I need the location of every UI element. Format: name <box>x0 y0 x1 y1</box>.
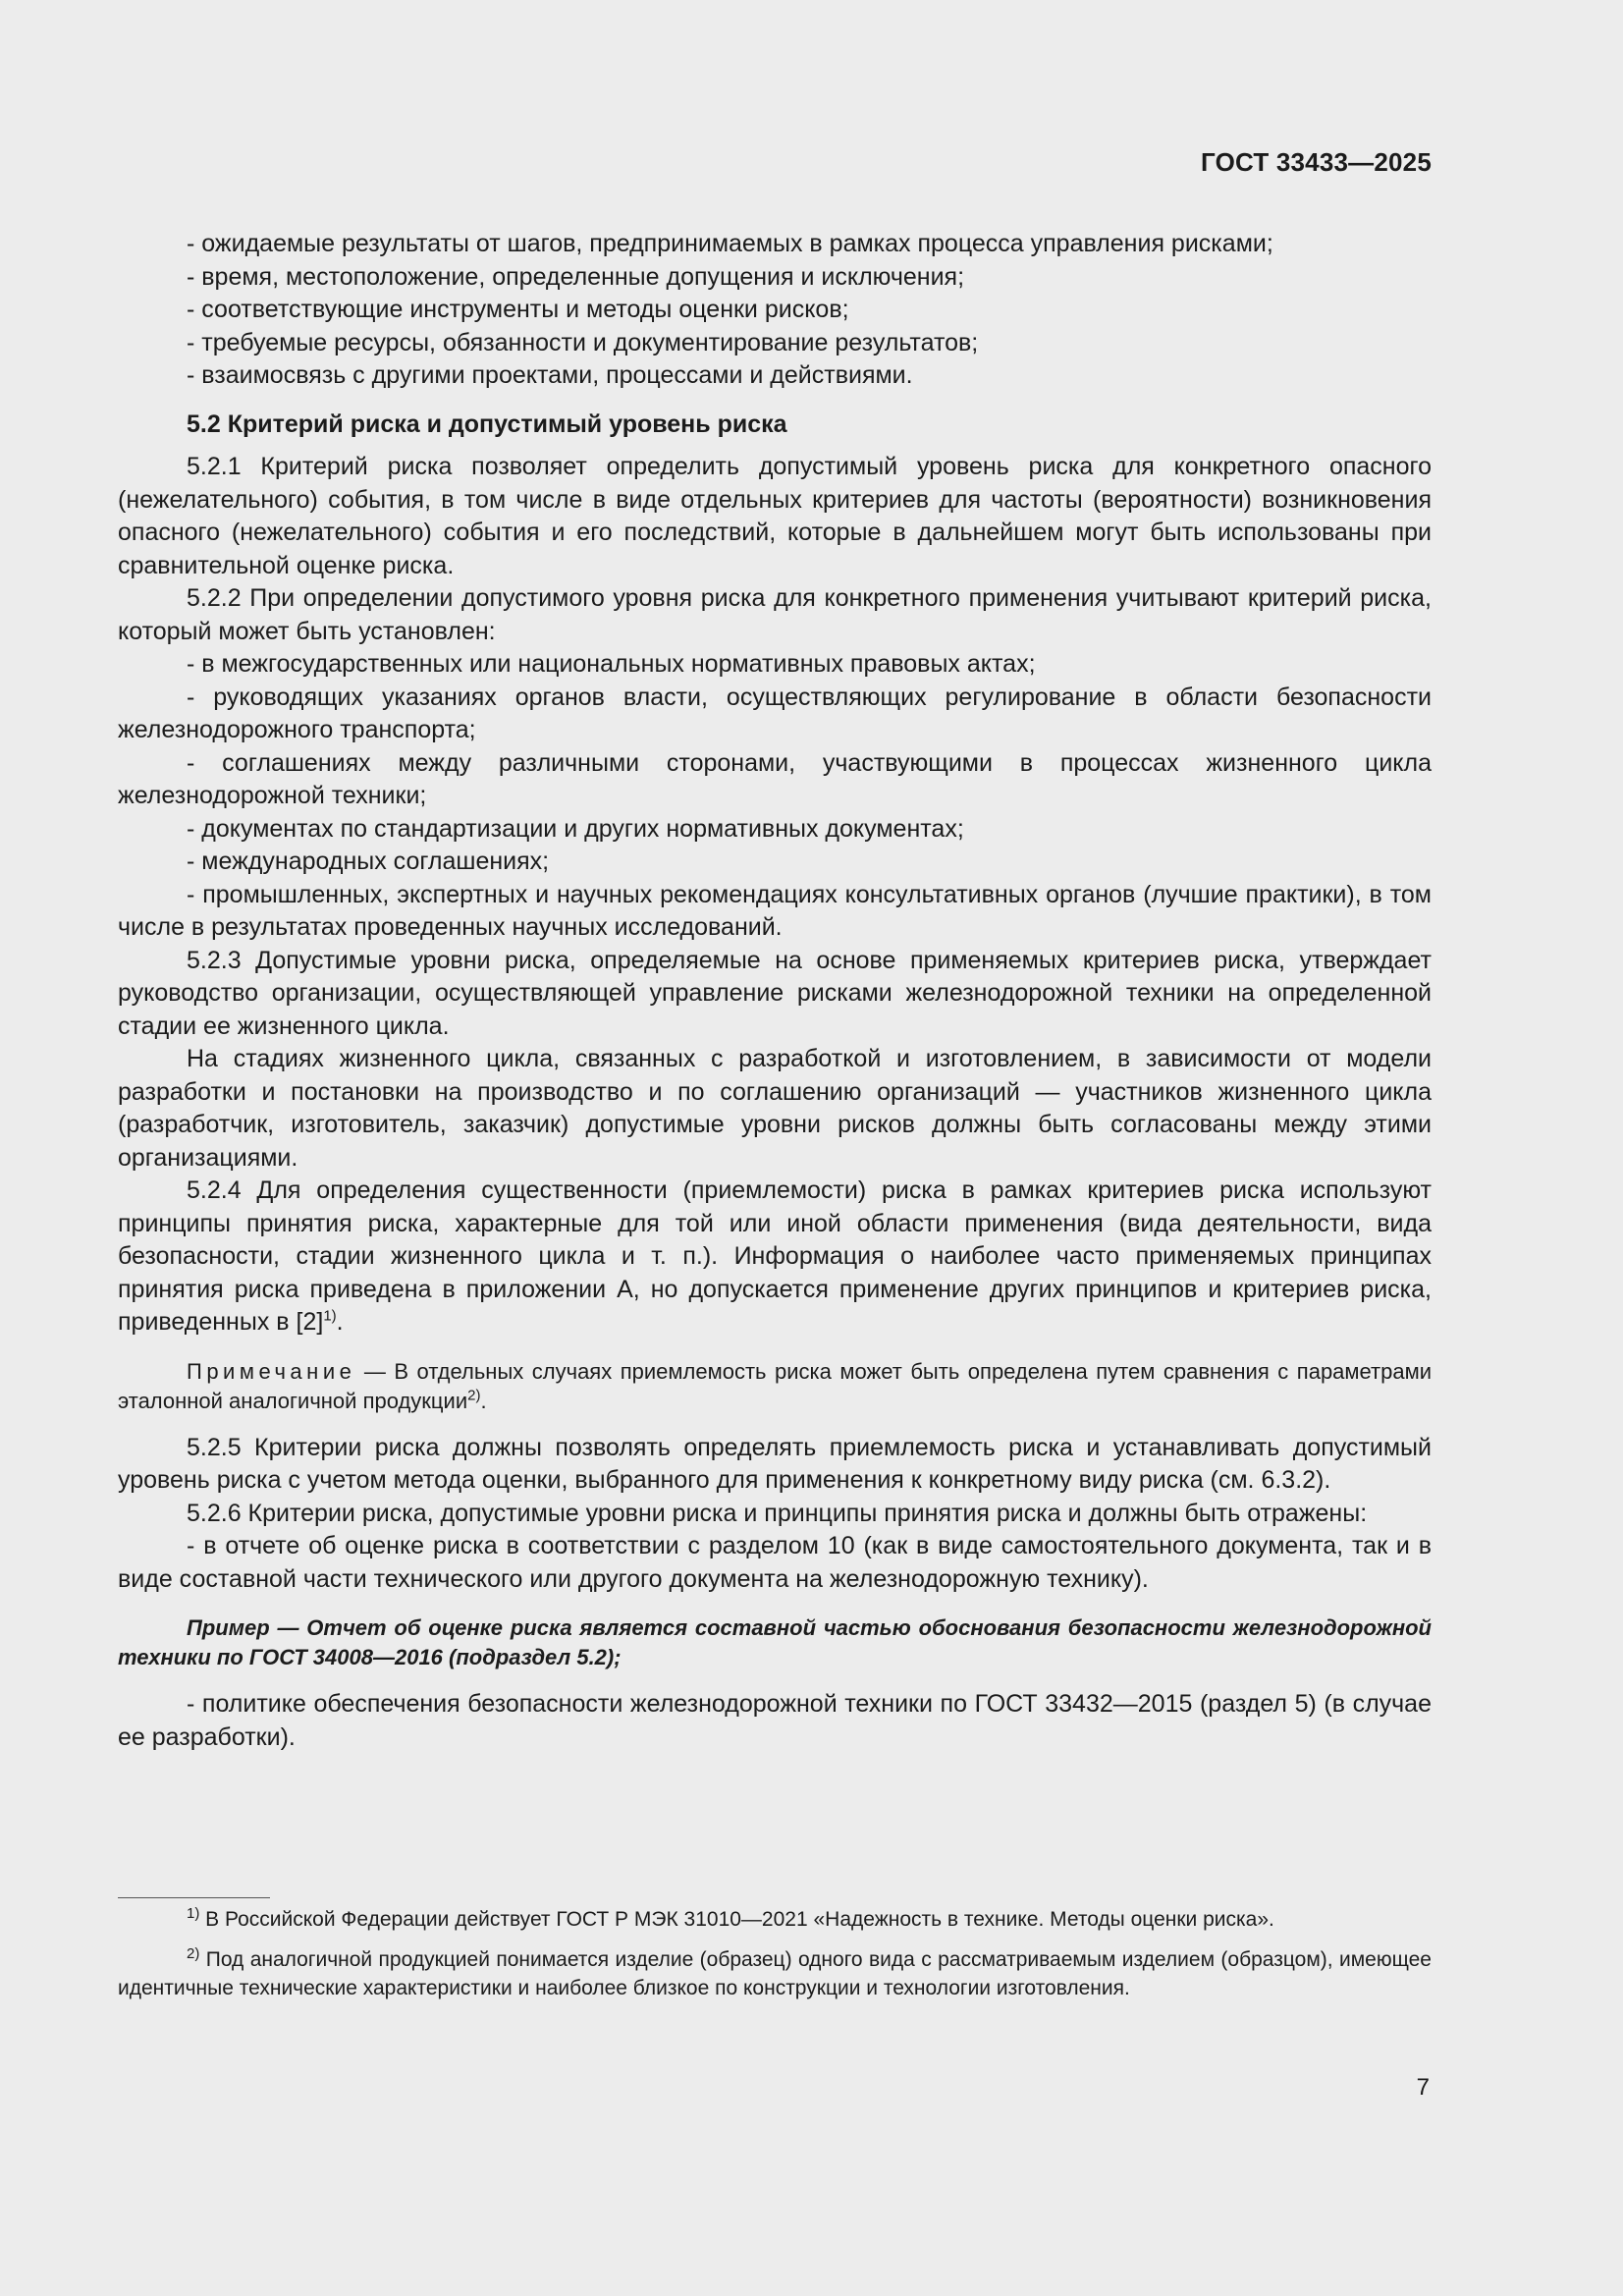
list-item: - документах по стандартизации и других нормативных документах; <box>187 814 964 843</box>
list-item: - соглашениях между различными сторонами, участвующими в процессах жизненного цикла железнодорожной техники; <box>118 748 1432 809</box>
paragraph-5-2-5: 5.2.5 Критерии риска должны позволять определять приемлемость риска и устанавливать допустимый уровень риска с учетом метода оценки, выбранного для применения к конкретному виду риска (см. 6.3.2). <box>118 1433 1432 1494</box>
footnote-mark: 1) <box>187 1905 200 1922</box>
note-end: . <box>480 1388 487 1413</box>
list-item: - политике обеспечения безопасности железнодорожной техники по ГОСТ 33432—2015 (раздел 5) (в случае ее разработки). <box>118 1690 1432 1751</box>
list-item: - промышленных, экспертных и научных рекомендациях консультативных органов (лучшие практики), в том числе в результатах проведенных научных исследований. <box>118 880 1432 941</box>
section-title: 5.2 Критерий риска и допустимый уровень риска <box>187 410 787 438</box>
list-item: - соответствующие инструменты и методы оценки рисков; <box>187 296 849 323</box>
example: Пример — Отчет об оценке риска является составной частью обоснования безопасности железнодорожной техники по ГОСТ 34008—2016 (подраздел 5.2); <box>118 1615 1432 1669</box>
paragraph-end: . <box>336 1308 344 1336</box>
note-text: — В отдельных случаях приемлемость риска может быть определена путем сравнения с параметрами эталонной аналогичной продукции <box>118 1358 1432 1413</box>
list-item: - требуемые ресурсы, обязанности и документирование результатов; <box>187 328 979 356</box>
footnotes <box>118 1905 1432 2014</box>
list-item: - ожидаемые результаты от шагов, предпринимаемых в рамках процесса управления рисками; <box>187 230 1273 257</box>
note <box>118 1357 1432 1416</box>
paragraph-text: 5.2.4 Для определения существенности (приемлемости) риска в рамках критериев риска используют принципы принятия риска, характерные для той или иной области применения (вида деятельности, вида безопасности, стадии жизненного цикла и т. п.). Информация о наиболее часто применяемых принципах принятия риска приведена в приложении А, но допускается применение других принципов и критериев риска, приведенных в [2] <box>118 1176 1432 1336</box>
footnote-text: Под аналогичной продукцией понимается изделие (образец) одного вида с рассматриваемым изделием (образцом), имеющее идентичные технические характеристики и наиболее близкое по конструкции и технологии изготовления. <box>118 1948 1432 1999</box>
list-item: - в межгосударственных или национальных нормативных правовых актах; <box>187 650 1036 678</box>
note-label: Примечание <box>187 1358 356 1384</box>
document-header: ГОСТ 33433—2025 <box>1201 147 1432 177</box>
footnote-divider <box>118 1897 270 1898</box>
page-body <box>118 228 1432 1754</box>
footnote-1 <box>118 1905 1432 1934</box>
footnote-mark: 2) <box>187 1945 200 1962</box>
list-item: - в отчете об оценке риска в соответствии с разделом 10 (как в виде самостоятельного документа, так и в виде составной части технического или другого документа на железнодорожную технику). <box>118 1532 1432 1593</box>
list-item: - руководящих указаниях органов власти, осуществляющих регулирование в области безопасности железнодорожного транспорта; <box>118 683 1432 743</box>
page-number: 7 <box>1416 2074 1430 2101</box>
footnote-text: В Российской Федерации действует ГОСТ Р МЭК 31010—2021 «Надежность в технике. Методы оценки риска». <box>199 1908 1274 1931</box>
list-item: - международных соглашениях; <box>187 847 550 875</box>
paragraph-5-2-2: 5.2.2 При определении допустимого уровня риска для конкретного применения учитывают критерий риска, который может быть установлен: <box>118 584 1432 645</box>
paragraph-5-2-1: 5.2.1 Критерий риска позволяет определить допустимый уровень риска для конкретного опасного (нежелательного) события, в том числе в виде отдельных критериев для частоты (вероятности) возникновения опасного (нежелательного) события и его последствий, которые в дальнейшем могут быть использованы при сравнительной оценке риска. <box>118 453 1432 579</box>
paragraph-5-2-3: 5.2.3 Допустимые уровни риска, определяемые на основе применяемых критериев риска, утверждает руководство организации, осуществляющей управление рисками железнодорожной техники на определенной стадии ее жизненного цикла. <box>118 946 1432 1040</box>
footnote-ref: 2) <box>467 1387 481 1404</box>
paragraph-5-2-4 <box>118 1175 1432 1339</box>
footnote-2 <box>118 1945 1432 2002</box>
list-item: - взаимосвязь с другими проектами, процессами и действиями. <box>187 361 913 389</box>
footnote-ref: 1) <box>323 1307 337 1325</box>
list-item: - время, местоположение, определенные допущения и исключения; <box>187 262 965 291</box>
paragraph-5-2-6: 5.2.6 Критерии риска, допустимые уровни риска и принципы принятия риска и должны быть отражены: <box>187 1499 1368 1527</box>
paragraph-5-2-3-continued: На стадиях жизненного цикла, связанных с разработкой и изготовлением, в зависимости от модели разработки и постановки на производство и по соглашению организаций — участников жизненного цикла (разработчик, изготовитель, заказчик) допустимые уровни рисков должны быть согласованы между этими организациями. <box>118 1045 1432 1172</box>
